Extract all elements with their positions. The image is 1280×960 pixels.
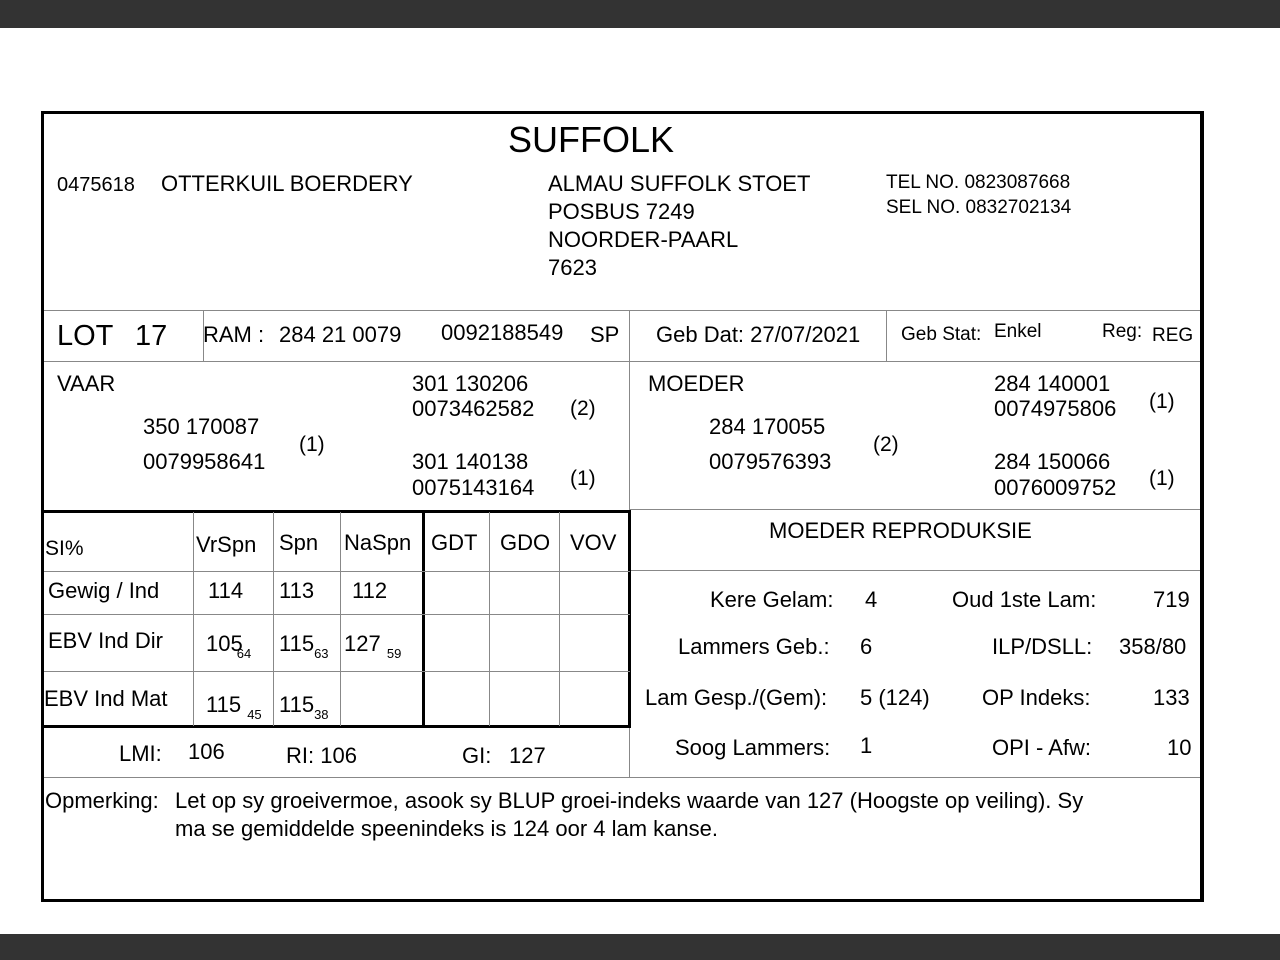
dam-dam-registration: 0076009752 (994, 475, 1117, 500)
soog-value: 1 (860, 733, 873, 758)
postal-code: 7623 (548, 255, 597, 280)
header-vrspn: VrSpn (196, 532, 257, 557)
row-line-2 (44, 614, 630, 615)
table-bottom (44, 725, 631, 728)
row-line-3 (44, 671, 630, 672)
remarks-label: Opmerking: (45, 788, 159, 813)
sire-registration: 0079958641 (143, 449, 266, 474)
dam-sire-id: 284 140001 (994, 371, 1111, 396)
remarks-line-2: ma se gemiddelde speenindeks is 124 oor 4 lam kanse. (175, 816, 718, 841)
frame-top (41, 111, 1203, 114)
frame-bottom (41, 899, 1203, 902)
remarks-line-1: Let op sy groeivermoe, asook sy BLUP groei-indeks waarde van 127 (Hoogste op veiling). Sy (175, 788, 1084, 813)
lot-row-bottom (44, 361, 1200, 362)
reg-value: REG (1152, 325, 1194, 346)
breed-title: SUFFOLK (508, 119, 675, 160)
col-line-2 (273, 512, 274, 726)
birth-date: Geb Dat: 27/07/2021 (656, 322, 861, 347)
table-corner-label: SI% (45, 537, 84, 560)
ri-index: RI: 106 (286, 743, 357, 768)
lot-number: 17 (135, 320, 168, 352)
op-label: OP Indeks: (982, 685, 1091, 710)
stud-name: ALMAU SUFFOLK STOET (548, 171, 811, 196)
town: NOORDER-PAARL (548, 227, 739, 252)
telephone: TEL NO. 0823087668 (886, 172, 1071, 193)
repro-title: MOEDER REPRODUKSIE (769, 518, 1032, 543)
dam-label: MOEDER (648, 371, 745, 396)
opi-value: 10 (1167, 735, 1192, 760)
sire-birth-type: (1) (299, 433, 325, 456)
kere-gelam-label: Kere Gelam: (710, 587, 834, 612)
ram-suffix: SP (590, 322, 620, 347)
gi-value: 127 (509, 743, 546, 768)
frame-right (1200, 111, 1204, 902)
table-mid-thick (422, 512, 425, 726)
gesp-label: Lam Gesp./(Gem): (645, 685, 828, 710)
col-line-1 (193, 512, 194, 726)
col-line-3 (340, 512, 341, 726)
birth-status: Enkel (994, 321, 1042, 342)
row-label-gewig: Gewig / Ind (48, 578, 160, 603)
birth-status-label: Geb Stat: (901, 324, 982, 345)
ilp-value: 358/80 (1119, 634, 1187, 659)
lammers-geb-value: 6 (860, 634, 873, 659)
sire-dam-registration: 0075143164 (412, 475, 535, 500)
lot-divider-3 (886, 310, 887, 362)
oud-label: Oud 1ste Lam: (952, 587, 1097, 612)
sire-sire-birth-type: (2) (570, 397, 596, 420)
gesp-value: 5 (124) (860, 685, 930, 710)
repro-divider-lower (629, 728, 630, 778)
cellphone: SEL NO. 0832702134 (886, 197, 1072, 218)
ebv-dir-naspn: 127 $_{59}$ (344, 631, 402, 661)
member-number: 0475618 (57, 174, 135, 196)
opi-label: OPI - Afw: (992, 735, 1092, 760)
kere-gelam-value: 4 (865, 587, 878, 612)
col-line-5 (559, 512, 560, 726)
table-right (628, 510, 631, 728)
op-value: 133 (1153, 685, 1190, 710)
ram-id: 284 21 0079 (279, 322, 402, 347)
row-line-1 (44, 571, 630, 572)
sire-dam-id: 301 140138 (412, 449, 529, 474)
sire-id: 350 170087 (143, 414, 260, 439)
frame-left (41, 111, 44, 902)
pedigree-bottom-right (630, 509, 1200, 510)
pedigree-divider (629, 362, 630, 510)
sire-sire-id: 301 130206 (412, 371, 529, 396)
dam-id: 284 170055 (709, 414, 826, 439)
reg-label: Reg: (1102, 321, 1143, 342)
dam-birth-type: (2) (873, 433, 899, 456)
dam-dam-birth-type: (1) (1149, 467, 1175, 490)
sire-label: VAAR (57, 371, 116, 396)
gi-label: GI: (462, 743, 492, 768)
header-vov: VOV (570, 530, 617, 555)
ram-label: RAM : (203, 322, 265, 347)
col-line-4 (489, 512, 490, 726)
sire-sire-registration: 0073462582 (412, 396, 535, 421)
soog-label: Soog Lammers: (675, 735, 831, 760)
lot-label: LOT (57, 320, 114, 352)
header-gdt: GDT (431, 530, 478, 555)
postal-address: POSBUS 7249 (548, 199, 695, 224)
lot-row-top (44, 310, 1200, 311)
table-top (44, 510, 631, 513)
gewig-vrspn: 114 (208, 578, 244, 603)
dam-dam-id: 284 150066 (994, 449, 1111, 474)
header-naspn: NaSpn (344, 530, 412, 555)
ebv-mat-spn: $115_{38}$ (279, 692, 329, 722)
sire-dam-birth-type: (1) (570, 467, 596, 490)
ebv-mat-vrspn: 115 $_{45}$ (206, 692, 262, 722)
gewig-naspn: 112 (352, 578, 388, 603)
row-label-ebv-mat: EBV Ind Mat (44, 686, 168, 711)
row-label-ebv-dir: EBV Ind Dir (48, 628, 163, 653)
gewig-spn: 113 (279, 578, 315, 603)
dam-sire-registration: 0074975806 (994, 396, 1117, 421)
lot-divider-2 (629, 310, 630, 362)
dam-sire-birth-type: (1) (1149, 390, 1175, 413)
ilp-label: ILP/DSLL: (992, 634, 1093, 659)
header-gdo: GDO (500, 530, 551, 555)
lmi-label: LMI: (119, 741, 162, 766)
repro-title-line (631, 570, 1200, 571)
lammers-geb-label: Lammers Geb.: (678, 634, 830, 659)
dam-registration: 0079576393 (709, 449, 832, 474)
farm-name: OTTERKUIL BOERDERY (161, 171, 413, 196)
oud-value: 719 (1153, 587, 1190, 612)
ebv-dir-spn: $115_{63}$ (279, 631, 329, 661)
lmi-value: 106 (188, 739, 225, 764)
remarks-top-line (44, 777, 1200, 778)
header-spn: Spn (279, 530, 319, 555)
ebv-dir-vrspn: $105_{64}$ (206, 631, 252, 661)
ram-registration: 0092188549 (441, 320, 564, 345)
